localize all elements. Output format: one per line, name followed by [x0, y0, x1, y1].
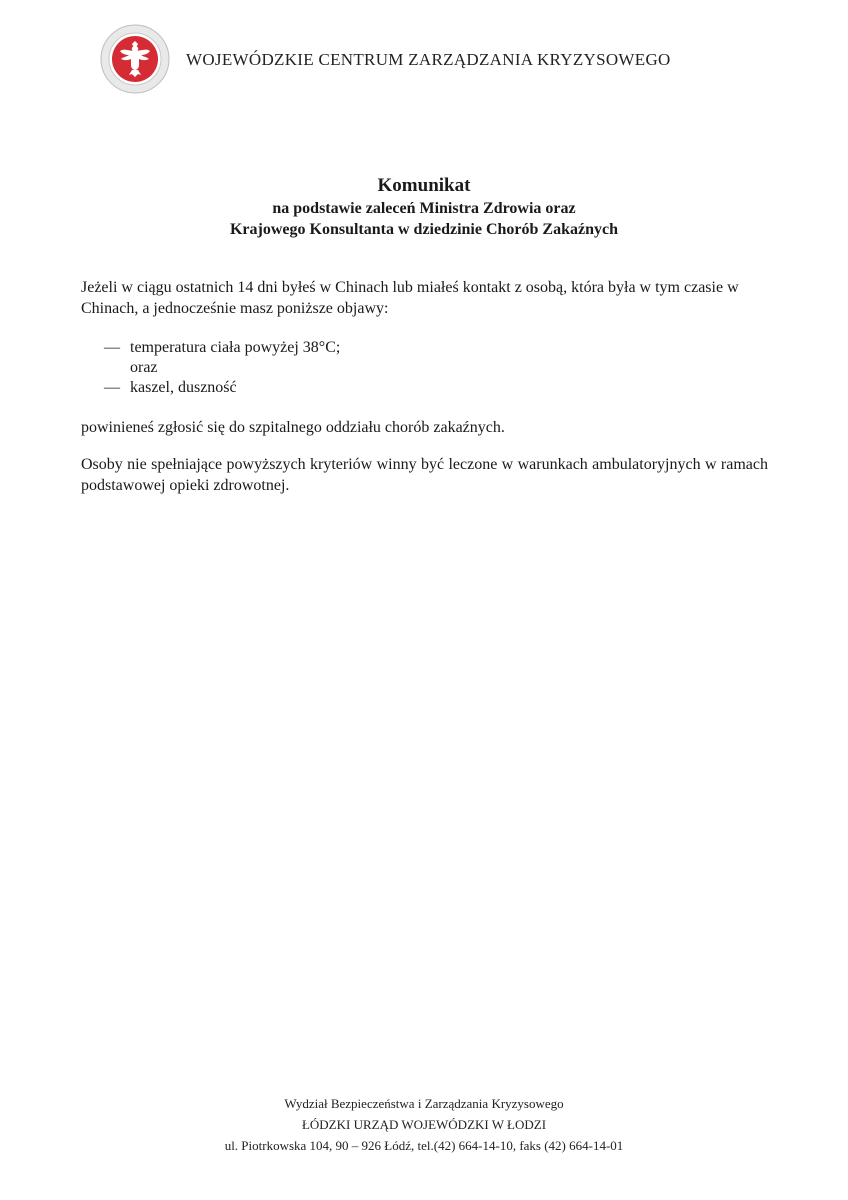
- paragraph-instruction: powinieneś zgłosić się do szpitalnego oddziału chorób zakaźnych.: [81, 419, 505, 436]
- list-connector: oraz: [130, 359, 158, 376]
- page-title: Komunikat: [377, 175, 471, 196]
- letterhead: [100, 24, 671, 94]
- subtitle-line-1: na podstawie zaleceń Ministra Zdrowia oraz: [272, 200, 576, 217]
- paragraph-other-cases: Osoby nie spełniające powyższych kryteriów winny być leczone w warunkach ambulatoryjnych w ramach podstawowej opieki zdrowotnej.: [81, 456, 768, 494]
- announcement-heading: [0, 174, 848, 240]
- paragraph-eligibility: Jeżeli w ciągu ostatnich 14 dni byłeś w Chinach lub miałeś kontakt z osobą, która była w tym czasie w Chinach, a jednocześnie masz poniższe objawy:: [81, 279, 739, 317]
- symptoms-list: [104, 338, 340, 398]
- organization-name: WOJEWÓDZKIE CENTRUM ZARZĄDZANIA KRYZYSOWEGO: [186, 50, 671, 69]
- footer-department: Wydział Bezpieczeństwa i Zarządzania Kryzysowego: [284, 1096, 564, 1111]
- symptom-cough: kaszel, duszność: [130, 379, 237, 396]
- list-dash: —: [104, 339, 120, 356]
- list-dash: —: [104, 379, 120, 396]
- footer-address: ul. Piotrkowska 104, 90 – 926 Łódź, tel.(42) 664-14-10, faks (42) 664-14-01: [224, 1138, 624, 1153]
- subtitle-line-2: Krajowego Konsultanta w dziedzinie Chorób Zakaźnych: [229, 221, 618, 238]
- list-item: [104, 338, 340, 358]
- list-item: [104, 378, 340, 398]
- symptom-fever: temperatura ciała powyżej 38°C;: [130, 339, 341, 356]
- polish-eagle-emblem-icon: [100, 24, 170, 94]
- footer: [0, 1093, 848, 1156]
- footer-office: ŁÓDZKI URZĄD WOJEWÓDZKI W ŁODZI: [301, 1117, 547, 1132]
